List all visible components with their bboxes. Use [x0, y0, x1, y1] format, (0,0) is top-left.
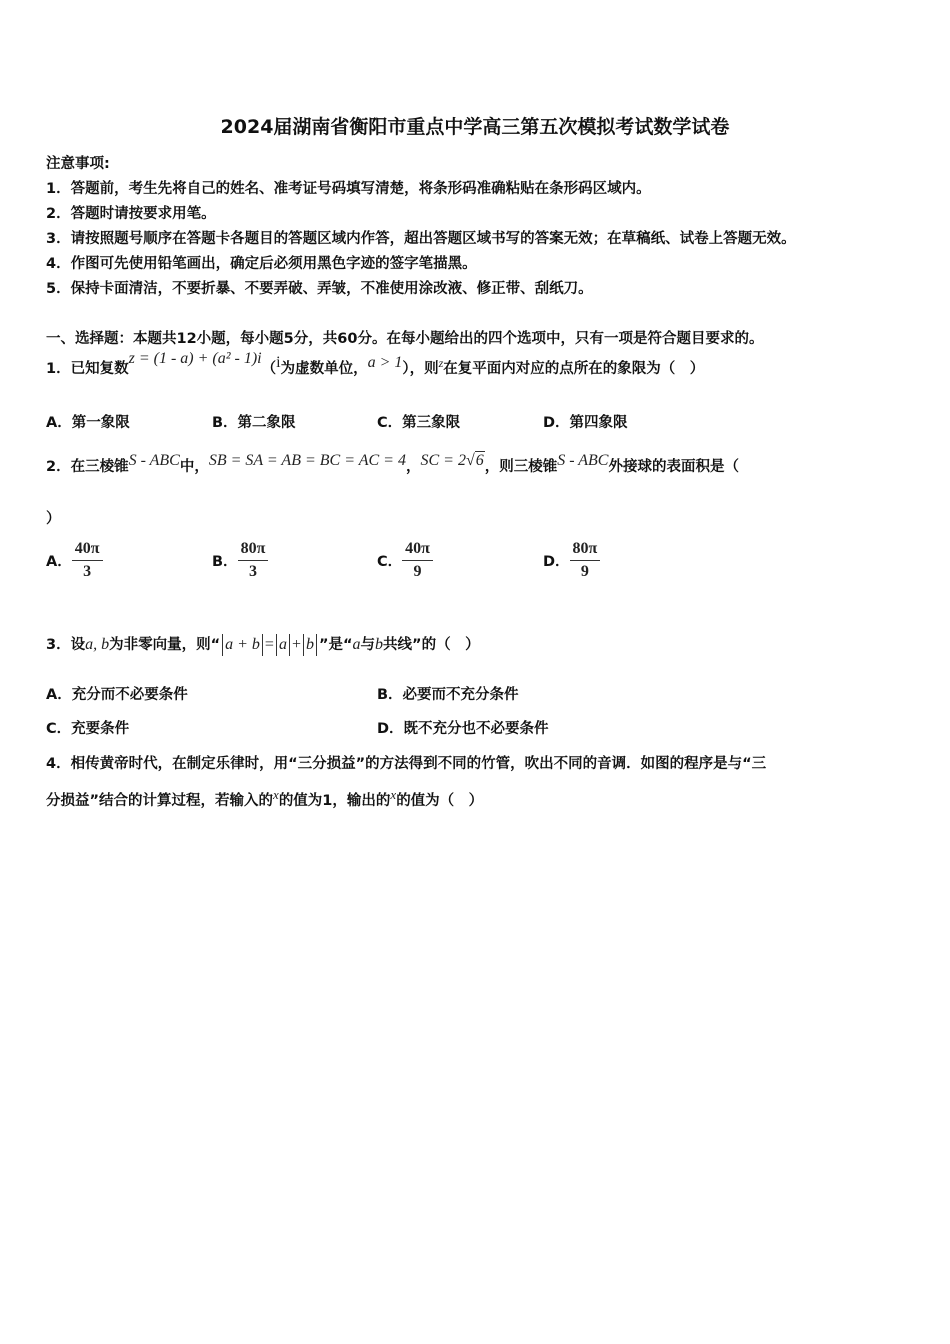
notice-heading: 注意事项: [46, 156, 110, 172]
q2-option-b: B． $\frac{80\pi}{3}$ [212, 540, 268, 581]
q3-option-b: B．必要而不充分条件 [377, 687, 519, 703]
question-1 [46, 350, 705, 378]
question-4-line-2: 分损益”结合的计算过程，若输入的x的值为1，输出的x的值为（ ） [46, 787, 484, 809]
q1-formula: z = (1 - a) + (a² - 1)i [128, 350, 262, 367]
q1-suffix: 在复平面内对应的点所在的象限为（ ） [443, 361, 705, 377]
q3-ab: a, b [85, 636, 110, 653]
q2-option-c: C． $\frac{40\pi}{9}$ [377, 540, 433, 581]
q1-option-c: C．第三象限 [377, 415, 461, 431]
q3-option-c: C．充要条件 [46, 721, 130, 737]
q1-paren: （ [261, 361, 277, 377]
q1-option-b: B．第二象限 [212, 415, 296, 431]
question-4-line-1: 4．相传黄帝时代，在制定乐律时，用“三分损益”的方法得到不同的竹管，吹出不同的音调．如图的程序是与“三 [46, 756, 767, 772]
q3-prefix: 3．设 [46, 637, 86, 653]
q3-mid: 为非零向量，则“ [109, 637, 221, 653]
q2-option-d: D． $\frac{80\pi}{9}$ [543, 540, 600, 581]
page-title: 2024届湖南省衡阳市重点中学高三第五次模拟考试数学试卷 [220, 116, 730, 138]
q2-prefix: 2．在三棱锥 [46, 459, 129, 475]
q2-comma: ， [405, 459, 421, 475]
q3-option-a: A．充分而不必要条件 [46, 687, 188, 703]
notice-item: 3．请按照题号顺序在答题卡各题目的答题区域内作答，超出答题区域书写的答案无效；在草稿纸、试卷上答题无效。 [46, 231, 796, 247]
q1-option-a: A．第一象限 [46, 415, 130, 431]
notice-item: 4．作图可先使用铅笔画出，确定后必须用黑色字迹的签字笔描黑。 [46, 256, 477, 272]
q1-mid: 为虚数单位， [280, 361, 368, 377]
q2-option-a: A． $\frac{40\pi}{3}$ [46, 540, 103, 581]
q2-s-abc: S - ABC [128, 452, 180, 469]
q2-suffix: 外接球的表面积是（ [608, 459, 739, 475]
question-2 [46, 452, 739, 476]
q3-option-d: D．既不充分也不必要条件 [377, 721, 549, 737]
q2-sc: SC = 2√6 [420, 452, 484, 469]
q1-mid2: ），则 [402, 361, 439, 377]
notice-item: 1．答题前，考生先将自己的姓名、准考证号码填写清楚，将条形码准确粘贴在条形码区域内。 [46, 181, 651, 197]
q2-mid: ，则三棱锥 [484, 459, 558, 475]
notice-item: 5．保持卡面清洁，不要折暴、不要弄破、弄皱，不准使用涂改液、修正带、刮纸刀。 [46, 281, 593, 297]
q1-option-d: D．第四象限 [543, 415, 628, 431]
q1-z: z [438, 356, 444, 370]
q3-lhs: a + b [225, 636, 260, 653]
notice-item: 2．答题时请按要求用笔。 [46, 206, 216, 222]
q2-zhong: 中， [179, 459, 209, 475]
q2-close: ） [46, 511, 61, 527]
q3-suffix: 共线”的（ ） [383, 637, 480, 653]
q1-i: i [276, 354, 281, 371]
section-heading: 一、选择题：本题共12小题，每小题5分，共60分。在每小题给出的四个选项中，只有一项是符合题目要求的。 [46, 331, 764, 347]
q2-s-abc2: S - ABC [557, 452, 609, 469]
q2-eq: SB = SA = AB = BC = AC = 4 [208, 452, 406, 469]
question-3: 3．设a, b为非零向量，则“ a + b = a + b ”是“a与b共线”的（ ） [46, 633, 480, 656]
q1-cond: a > 1 [367, 354, 403, 371]
q1-prefix: 1．已知复数 [46, 361, 129, 377]
q3-mid2: ”是“ [318, 637, 353, 653]
